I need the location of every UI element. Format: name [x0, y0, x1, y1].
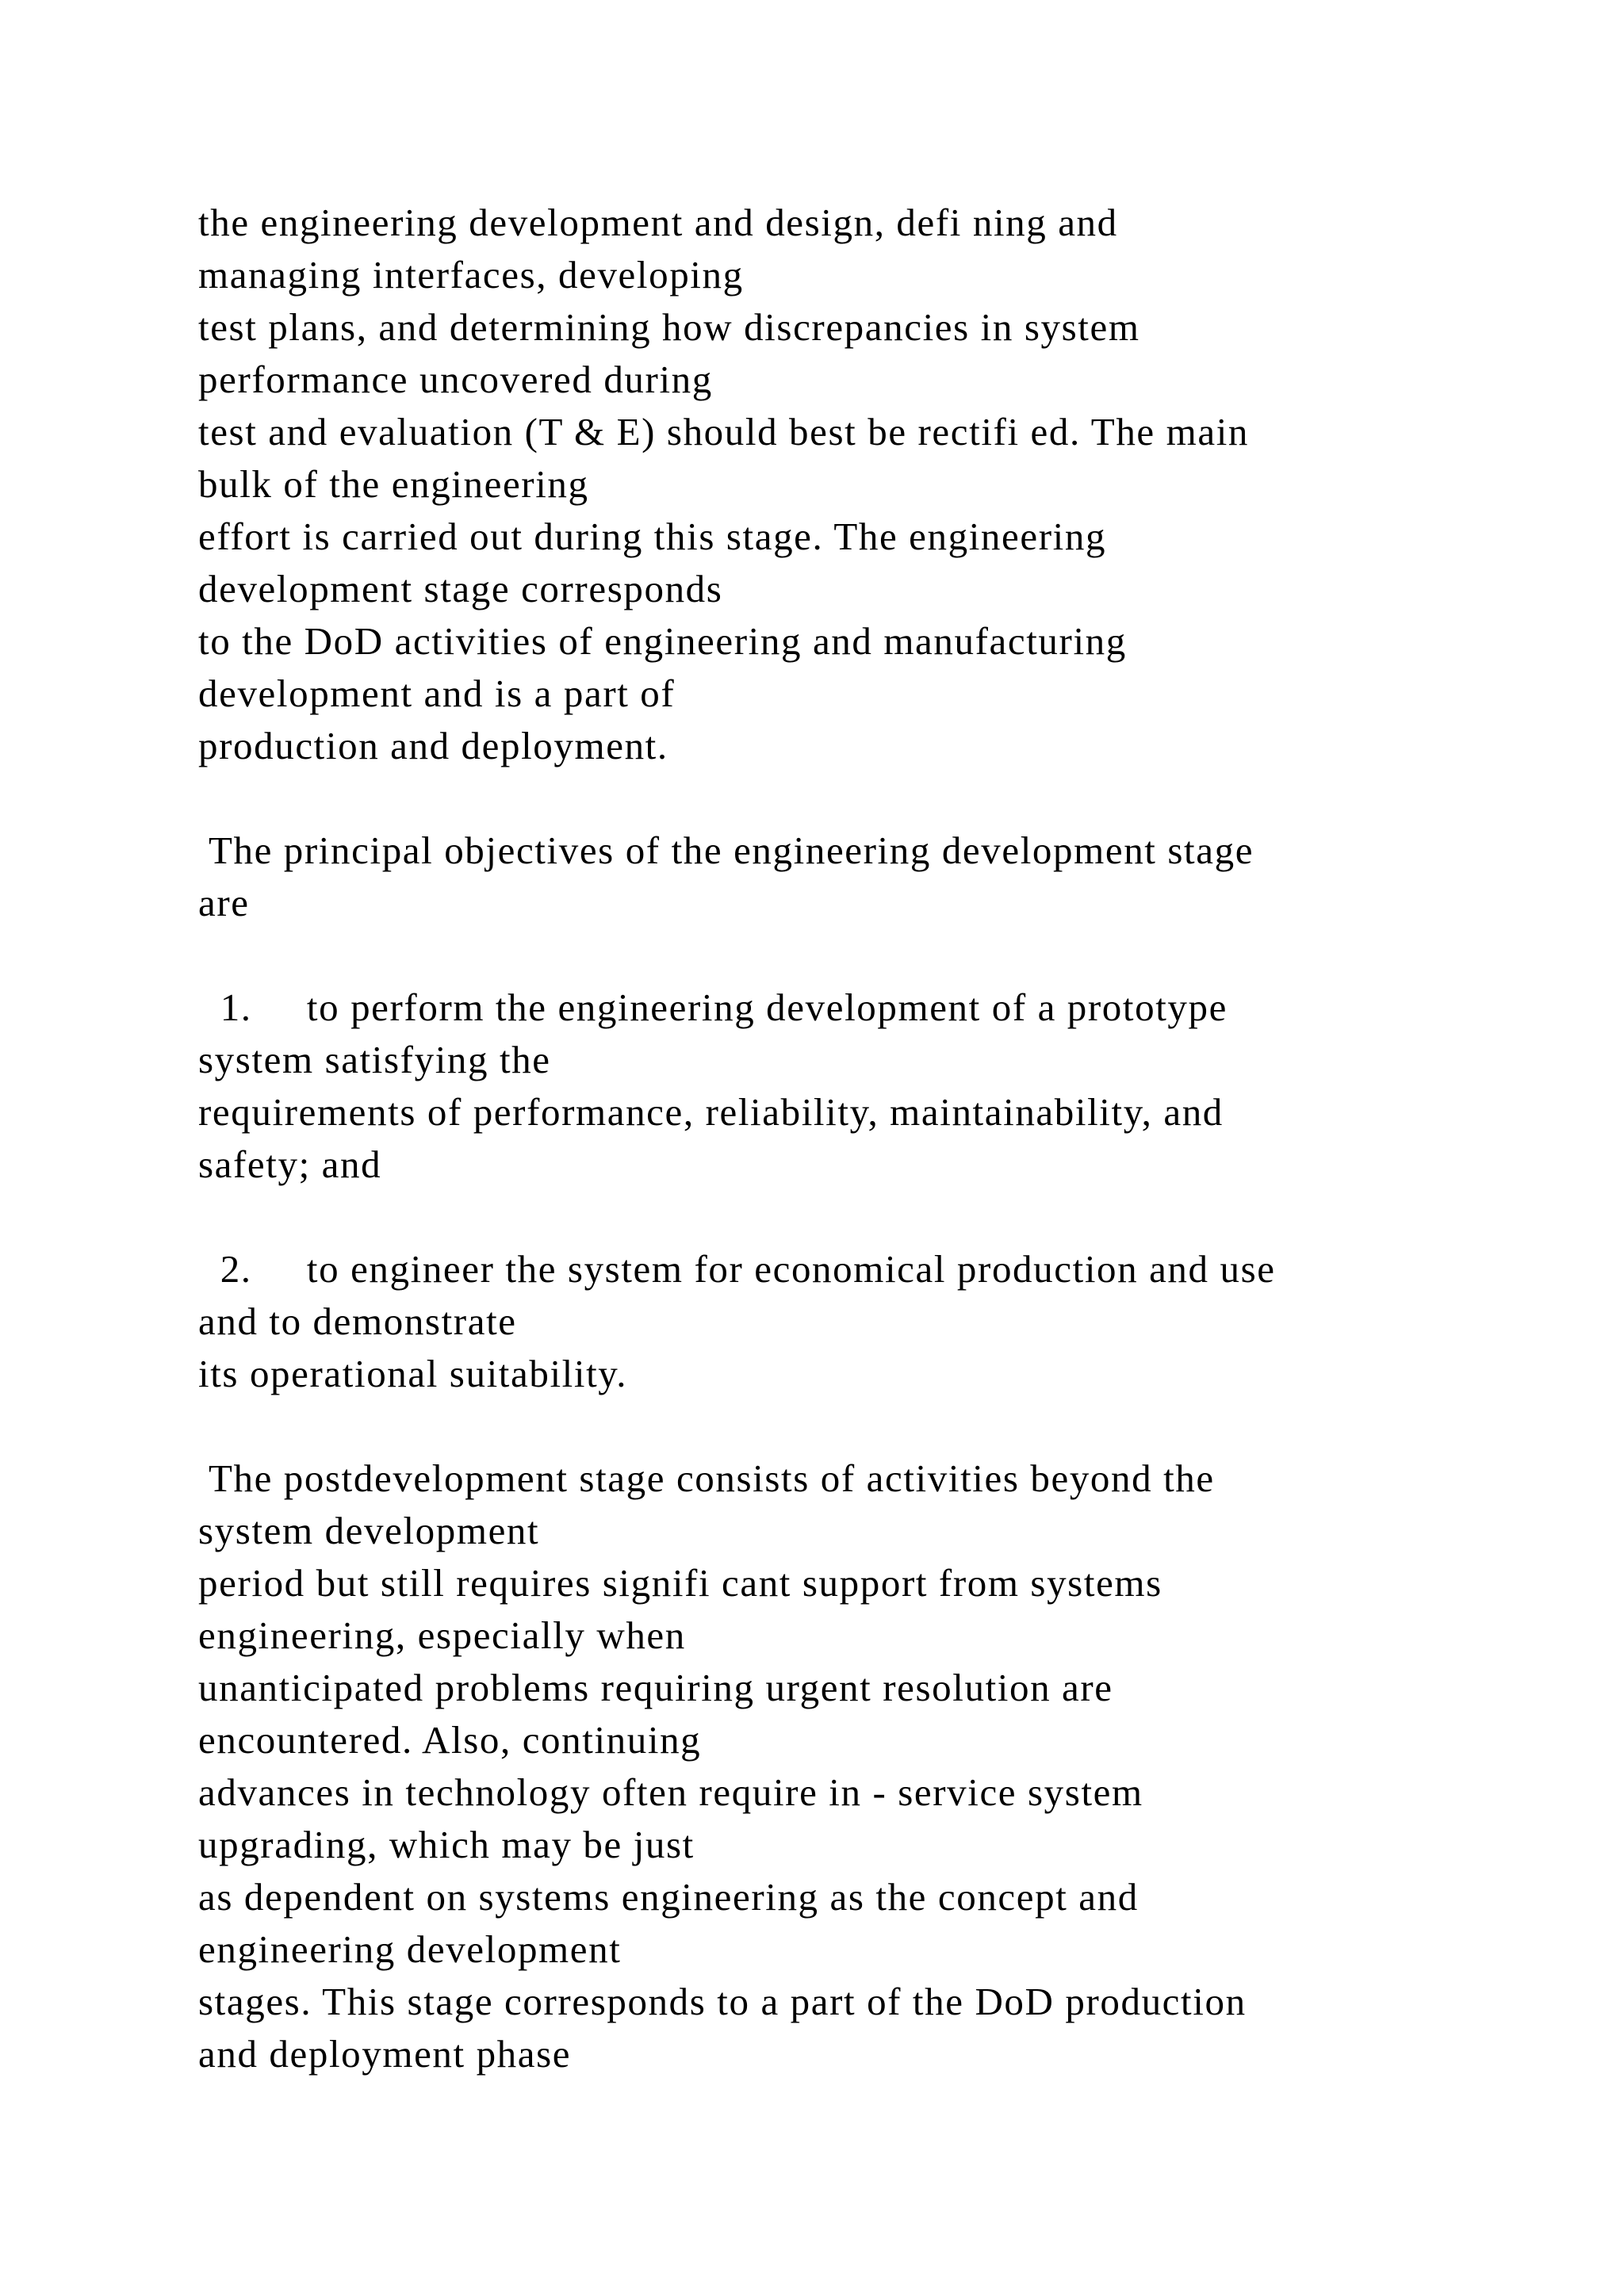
text-line: stages. This stage corresponds to a part of the DoD production	[198, 1980, 1247, 2023]
text-line: The postdevelopment stage consists of activities beyond the	[198, 1456, 1215, 1500]
text-line: requirements of performance, reliability, maintainability, and	[198, 1090, 1224, 1134]
text-line: and deployment phase	[198, 2032, 572, 2076]
text-line: performance uncovered during	[198, 358, 713, 401]
text-line: are	[198, 881, 250, 924]
text-line: system satisfying the	[198, 1038, 551, 1081]
list-item-2: 2. to engineer the system for economical production and use	[198, 1247, 1276, 1291]
text-line: upgrading, which may be just	[198, 1823, 695, 1866]
text-line: and to demonstrate	[198, 1299, 517, 1343]
text-line: bulk of the engineering	[198, 462, 589, 506]
text-line: development and is a part of	[198, 672, 676, 715]
text-line: production and deployment.	[198, 724, 668, 767]
text-line: test plans, and determining how discrepancies in system	[198, 305, 1140, 349]
text-line: system development	[198, 1509, 540, 1552]
blank-line	[198, 929, 1546, 982]
text-line: development stage corresponds	[198, 567, 723, 610]
text-line: engineering, especially when	[198, 1613, 686, 1657]
blank-line	[198, 772, 1546, 825]
list-item-1: 1. to perform the engineering development of a prototype	[198, 985, 1228, 1029]
text-line: engineering development	[198, 1927, 622, 1971]
text-line: unanticipated problems requiring urgent resolution are	[198, 1666, 1113, 1709]
text-line: to the DoD activities of engineering and manufacturing	[198, 619, 1127, 663]
text-line: test and evaluation (T & E) should best be rectifi ed. The main	[198, 410, 1250, 453]
text-line: encountered. Also, continuing	[198, 1718, 702, 1762]
text-line: its operational suitability.	[198, 1352, 628, 1395]
text-line: the engineering development and design, defi ning and	[198, 201, 1118, 244]
blank-line	[198, 1400, 1546, 1452]
text-line: safety; and	[198, 1142, 382, 1186]
text-line: period but still requires signifi cant support from systems	[198, 1561, 1162, 1605]
blank-line	[198, 1191, 1546, 1243]
text-line: effort is carried out during this stage. The engineering	[198, 515, 1107, 558]
text-line: managing interfaces, developing	[198, 253, 744, 297]
text-line: advances in technology often require in - service system	[198, 1770, 1143, 1814]
text-line: The principal objectives of the engineering development stage	[198, 828, 1254, 872]
text-line: as dependent on systems engineering as the concept and	[198, 1875, 1139, 1919]
document-body	[198, 197, 1546, 2080]
